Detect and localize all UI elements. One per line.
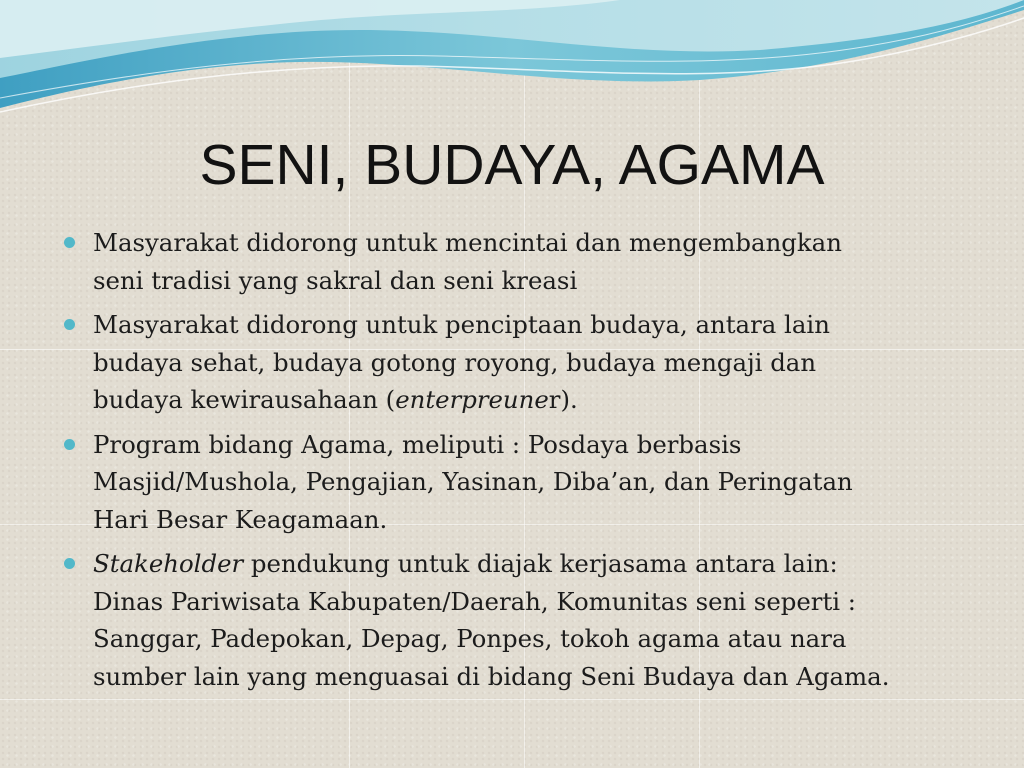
bullet-text-line <box>93 426 960 464</box>
text-span: Masjid/Mushola, Pengajian, Yasinan, Diba’an, dan Peringatan <box>93 467 853 496</box>
bullet-item <box>60 306 960 419</box>
bullet-text-line <box>93 583 960 621</box>
bullet-text-line <box>93 262 960 300</box>
text-span: seni tradisi yang sakral dan seni kreasi <box>93 265 578 295</box>
bullet-dot-icon <box>64 439 75 450</box>
text-span: Masyarakat didorong untuk penciptaan budaya, antara lain <box>93 310 830 339</box>
bullet-text-line <box>93 381 960 419</box>
text-span: Sanggar, Padepokan, Depag, Ponpes, tokoh agama atau nara <box>93 624 847 653</box>
bullet-text-line <box>93 463 960 501</box>
text-span: Hari Besar Keagamaan. <box>93 504 388 534</box>
bullet-text-line <box>93 224 960 262</box>
bullet-dot-icon <box>64 319 75 330</box>
bullet-text-line <box>93 501 960 539</box>
bullet-text-line <box>93 620 960 658</box>
text-span: Dinas Pariwisata Kabupaten/Daerah, Komunitas seni seperti : <box>93 586 857 616</box>
bullet-text-line <box>93 344 960 382</box>
bullet-dot-icon <box>64 558 75 569</box>
wave-decoration <box>0 0 1024 120</box>
text-span: sumber lain yang menguasai di bidang Seni Budaya dan Agama. <box>93 661 890 691</box>
bullet-text-line <box>93 658 960 696</box>
bullet-dot-icon <box>64 237 75 248</box>
bullet-list <box>60 224 960 702</box>
text-span: budaya sehat, budaya gotong royong, budaya mengaji dan <box>93 347 817 377</box>
text-span: budaya kewirausahaan ( <box>93 385 396 414</box>
italic-text: Stakeholder <box>93 549 244 578</box>
text-span: r). <box>548 385 578 414</box>
bullet-item <box>60 224 960 299</box>
italic-text: enterpreune <box>395 385 549 414</box>
bullet-item <box>60 426 960 539</box>
bullet-text-line <box>93 306 960 344</box>
text-span: Program bidang Agama, meliputi : Posdaya berbasis <box>93 429 742 459</box>
slide-title: SENI, BUDAYA, AGAMA <box>199 133 825 197</box>
bullet-text-line <box>93 545 960 583</box>
text-span: Masyarakat didorong untuk mencintai dan mengembangkan <box>93 228 842 257</box>
text-span: pendukung untuk diajak kerjasama antara lain: <box>243 549 838 578</box>
bullet-item <box>60 545 960 695</box>
